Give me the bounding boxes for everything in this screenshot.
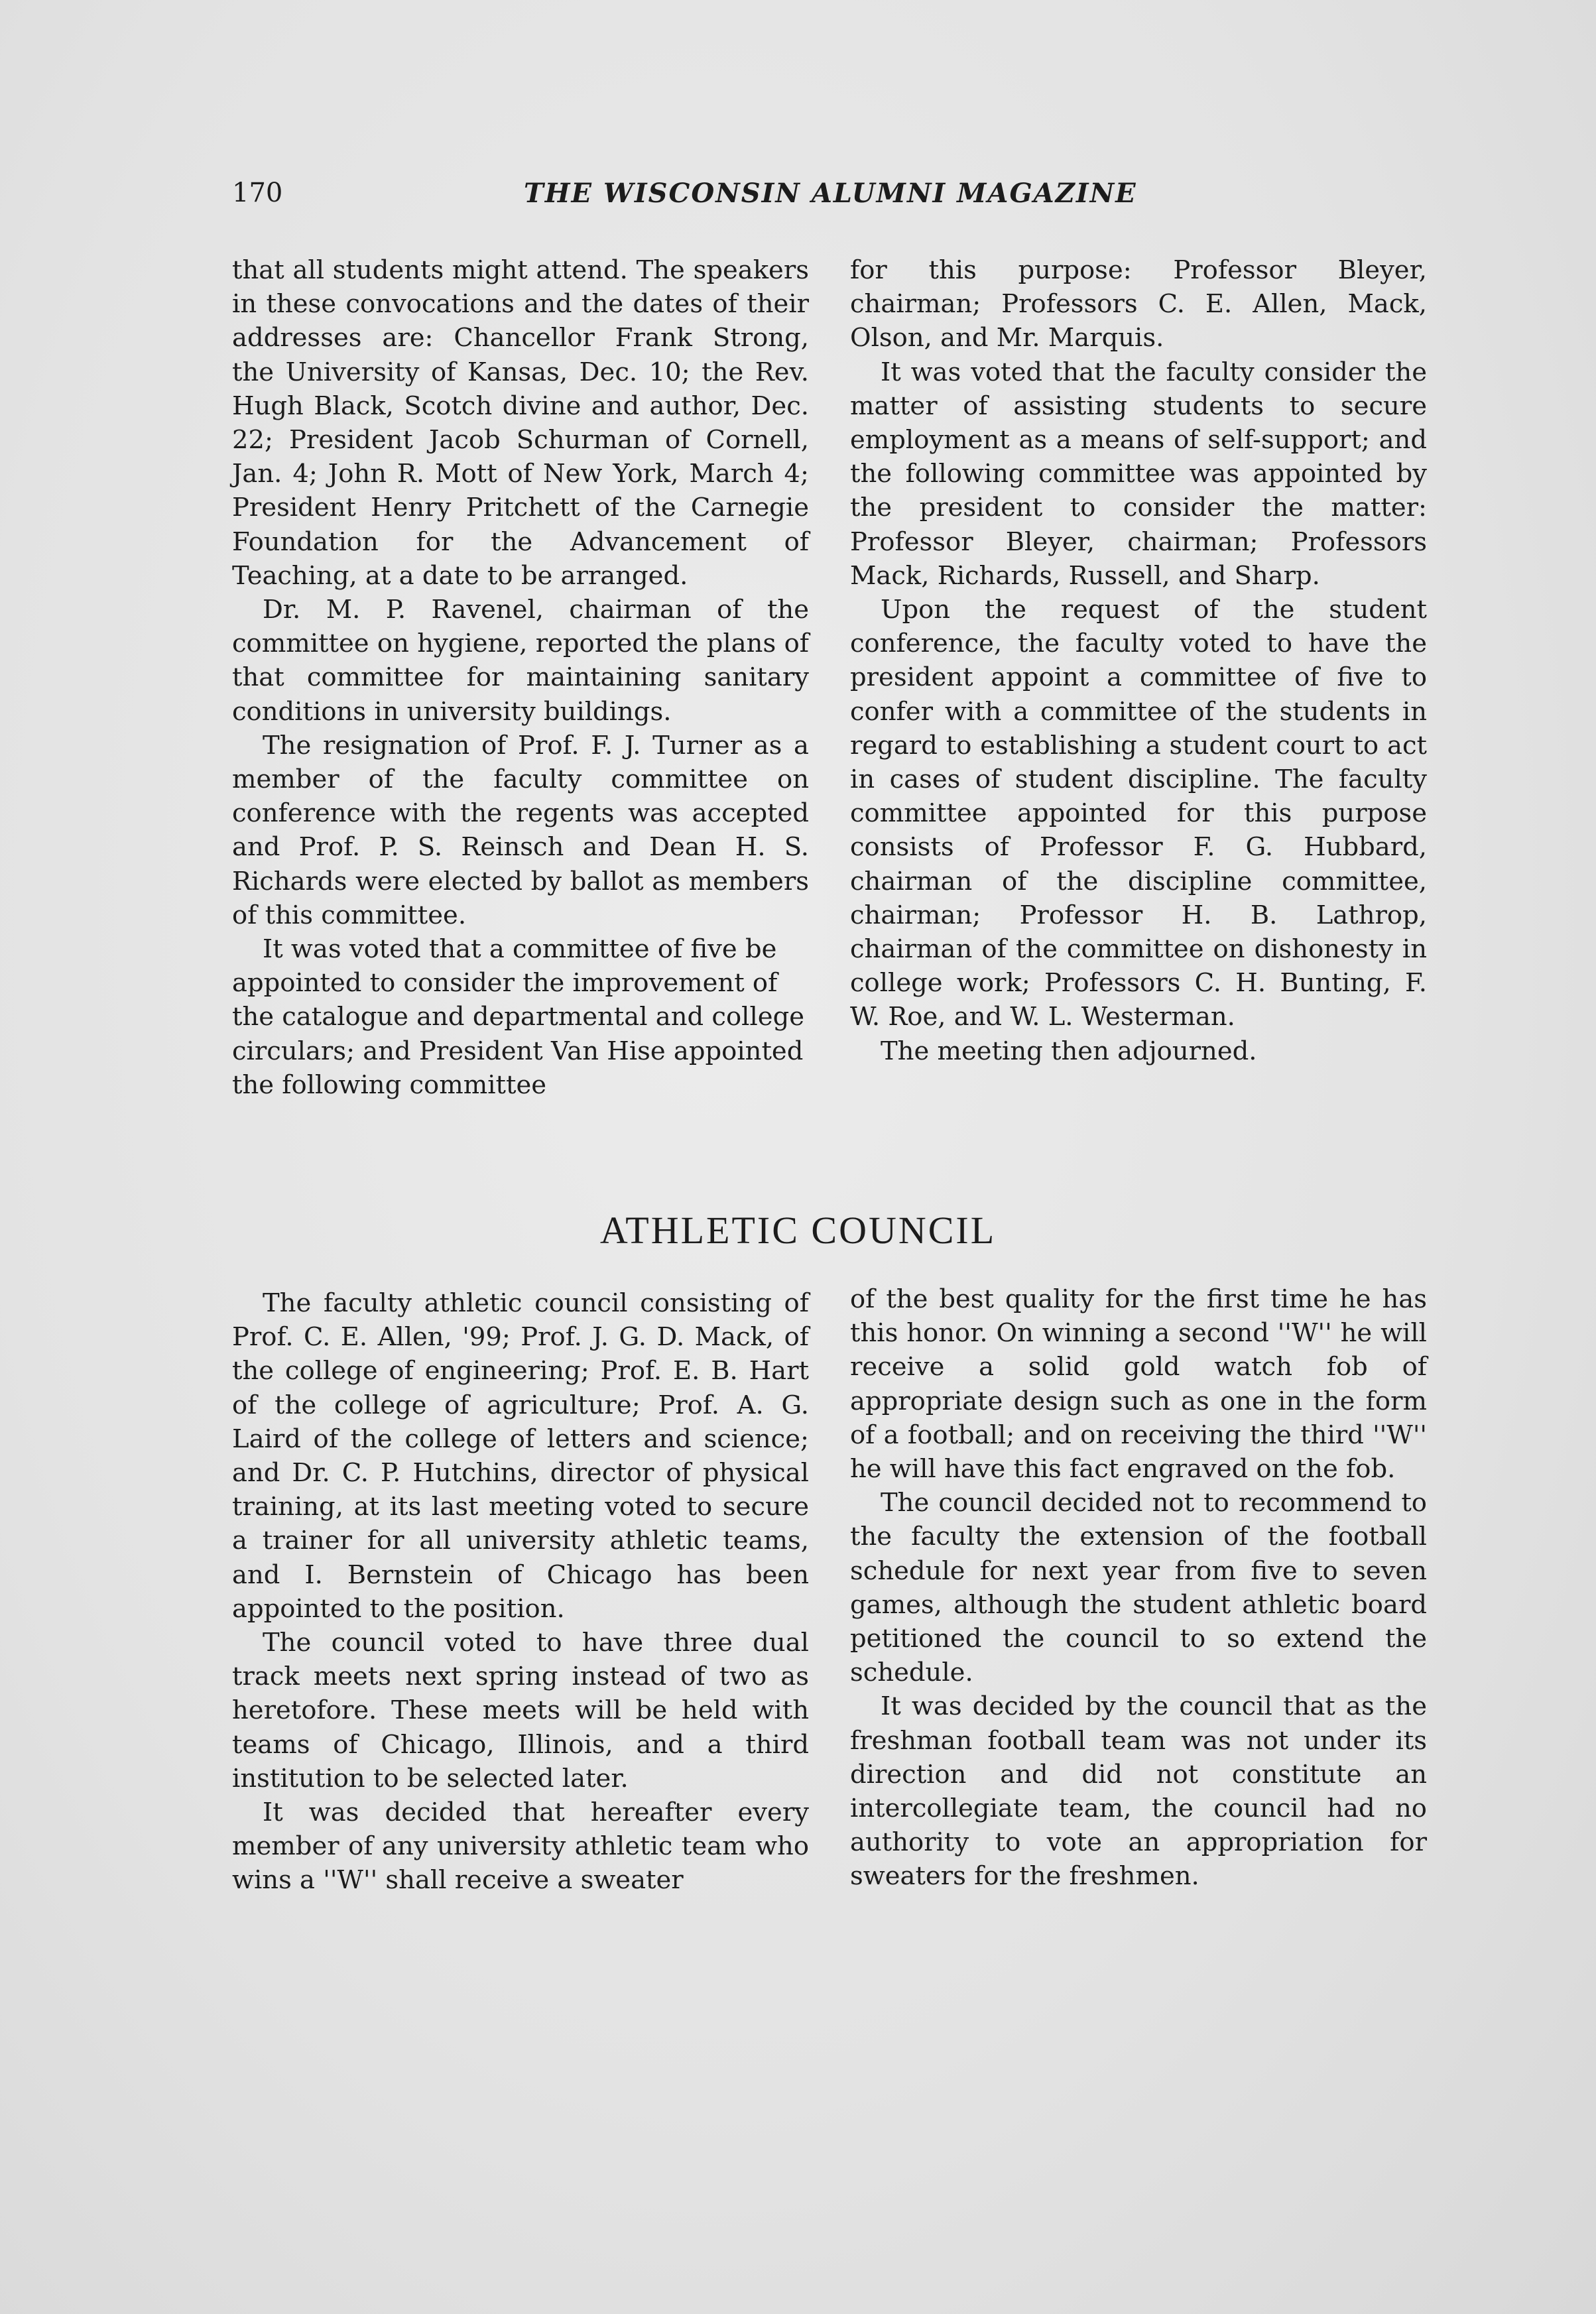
page-header [232,178,1432,217]
paragraph: It was decided by the council that as the freshman football team was not under its direction and did not constitute an intercollegiate team, the council had no authority to vote an appropriation for sweaters for the freshmen. [850,1691,1427,1892]
paragraph: The meeting then adjourned. [881,1036,1257,1066]
paragraph: It was voted that the faculty consider the matter of assisting students to secure employment as a means of self-support; and the following committee was appointed by the president to consider the matter: Professor Bleyer, chairman; Professors Mack, Richards, Russell, and Sharp. [850,357,1427,591]
paragraph: The faculty athletic council consisting of Prof. C. E. Allen, '99; Prof. J. G. D. Mack, of the college of engineering; Prof. E. B. Hart of the college of agriculture; Prof. A. G. Laird of the college of letters and science; and Dr. C. P. Hutchins, director of physical training, at its last meeting voted to secure a trainer for all university athletic teams, and I. Bernstein of Chicago has been appointed to the position. [232,1288,809,1624]
paragraph: that all students might attend. The speakers in these convocations and the dates of their addresses are: Chancellor Frank Strong, the University of Kansas, Dec. 10; the Rev. Hugh Black, Scotch divine and author, Dec. 22; President Jacob Schurman of Cornell, Jan. 4; John R. Mott of New York, March 4; President Henry Pritchett of the Carnegie Foundation for the Advancement of Teaching, at a date to be arranged. [232,255,809,591]
paragraph: The council voted to have three dual track meets next spring instead of two as heretofore. These meets will be held with teams of Chicago, Illinois, and a third institution to be selected later. [232,1628,809,1794]
paragraph: for this purpose: Professor Bleyer, chairman; Professors C. E. Allen, Mack, Olson, and Mr. Marquis. [850,255,1427,353]
top-left-column [232,253,809,1102]
paragraph: Dr. M. P. Ravenel, chairman of the committee on hygiene, reported the plans of that committee for maintaining sanitary conditions in university buildings. [232,595,809,727]
page-number: 170 [232,178,283,208]
paragraph: of the best quality for the first time he has this honor. On winning a second ''W'' he will receive a solid gold watch fob of appropriate design such as one in the form of a football; and on receiving the third ''W'' he will have this fact engraved on the fob. [850,1284,1427,1485]
top-right-column [850,253,1427,1068]
bottom-right-column [850,1282,1427,1894]
running-title: THE WISCONSIN ALUMNI MAGAZINE [524,178,1137,209]
paragraph: The council decided not to recommend to the faculty the extension of the football schedule for next year from five to seven games, although the student athletic board petitioned the council to so extend the schedule. [850,1488,1427,1688]
paragraph: It was decided that hereafter every member of any university athletic team who wins a ''W'' shall receive a sweater [232,1797,809,1896]
paragraph: It was voted that a committee of five be appointed to consider the improvement of the catalogue and departmental and college circulars; and President Van Hise appointed the following committee [232,934,804,1100]
section-title: ATHLETIC COUNCIL [599,1209,997,1252]
paragraph: Upon the request of the student conference, the faculty voted to have the president appoint a committee of five to confer with a committee of the students in regard to establishing a student court to act in cases of student discipline. The faculty committee appointed for this purpose consists of Professor F. G. Hubbard, chairman of the discipline committee, chairman; Professor H. B. Lathrop, chairman of the committee on dishonesty in college work; Professors C. H. Bunting, F. W. Roe, and W. L. Westerman. [850,595,1427,1032]
bottom-left-column [232,1286,809,1898]
paragraph: The resignation of Prof. F. J. Turner as a member of the faculty committee on conference with the regents was accepted and Prof. P. S. Reinsch and Dean H. S. Richards were elected by ballot as members of this committee. [232,730,809,930]
